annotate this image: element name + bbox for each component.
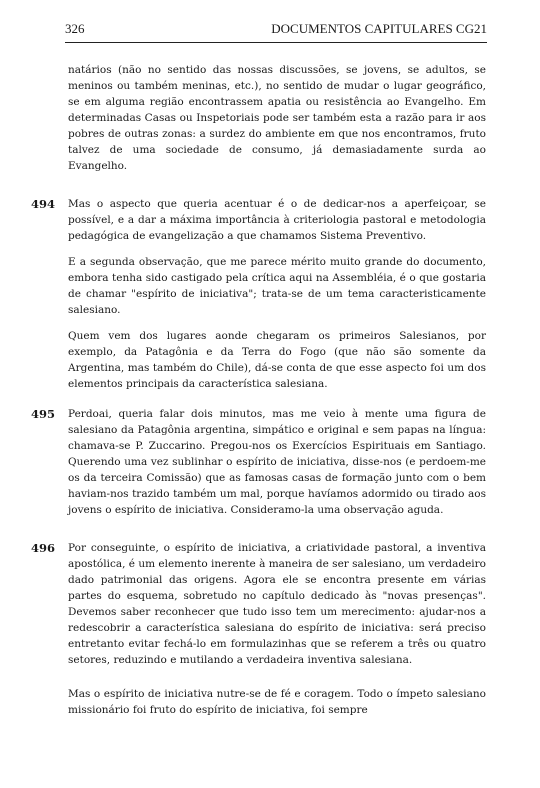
paragraph: Por conseguinte, o espírito de iniciativa, a criatividade pastoral, a inventiva apostólica, é um elemento inerente à maneira de ser salesiano, um verdadeiro dado patrimonial das origens. Agora ele se encontra presente em várias partes do esquema, sobretudo no capítulo dedicado às "novas presenças". Devemos saber reconhecer que tudo isso tem um merecimento: ajudar-nos a redescobrir a característica salesiana do espírito de iniciativa: será preciso entretanto evitar fechá-lo em formulazinhas que se referem a três ou quatro setores, reduzindo e mutilando a verdadeira inventiva salesiana. [68, 542, 486, 666]
section-number: 495 [31, 407, 56, 421]
header-rule [65, 42, 487, 43]
section-number: 496 [31, 541, 56, 555]
paragraph: E a segunda observação, que me parece mérito muito grande do documento, embora tenha sido castigado pela crítica aqui na Assembléia, é o que gostaria de chamar "espírito de iniciativa"; trata-se de um tema caracteristicamente salesiano. [68, 256, 486, 316]
section-496 [31, 540, 486, 668]
section-495 [31, 406, 486, 518]
paragraph-continues-next-page: Mas o espírito de iniciativa nutre-se de fé e coragem. Todo o ímpeto salesiano missionário foi fruto do espírito de iniciativa, foi sempre [68, 688, 486, 716]
page-number: 326 [65, 21, 85, 36]
section-494 [31, 196, 486, 392]
paragraph: Mas o aspecto que queria acentuar é o de dedicar-nos a aperfeiçoar, se possível, e a dar a máxima importância à criteriologia pastoral e metodologia pedagógica de evangelização a que chamamos Sistema Preventivo. [68, 198, 486, 242]
paragraph-continuation: natários (não no sentido das nossas discussões, se jovens, se adultos, se meninos ou também meninas, etc.), no sentido de mudar o lugar geográfico, se em alguma região encontrassem apatia ou resistência ao Evangelho. Em determinadas Casas ou Inspetoriais pode ser também esta a razão para ir aos pobres de outras zonas: a surdez do ambiente em que nos encontramos, fruto talvez de uma sociedade de consumo, já demasiadamente surda ao Evangelho. [68, 64, 486, 172]
page-body [31, 62, 486, 728]
paragraph: Quem vem dos lugares aonde chegaram os primeiros Salesianos, por exemplo, da Patagônia e da Terra do Fogo (que não são somente da Argentina, mas também do Chile), dá-se conta de que esse aspecto foi um dos elementos principais da característica salesiana. [68, 330, 486, 390]
paragraph: Perdoai, queria falar dois minutos, mas me veio à mente uma figura de salesiano da Patagônia argentina, simpático e original e sem papas na língua: chamava-se P. Zuccarino. Pregou-nos os Exercícios Espirituais em Santiago. Querendo uma vez sublinhar o espírito de iniciativa, disse-nos (e perdoem-me os da terceira Comissão) que as famosas casas de formação junto com o bem haviam-nos trazido também um mal, porque havíamos adormido ou tirado aos jovens o espírito de iniciativa. Consideramo-la uma observação aguda. [68, 408, 486, 516]
running-header [65, 21, 487, 39]
running-title: DOCUMENTOS CAPITULARES CG21 [271, 21, 487, 36]
section-number: 494 [31, 197, 56, 211]
